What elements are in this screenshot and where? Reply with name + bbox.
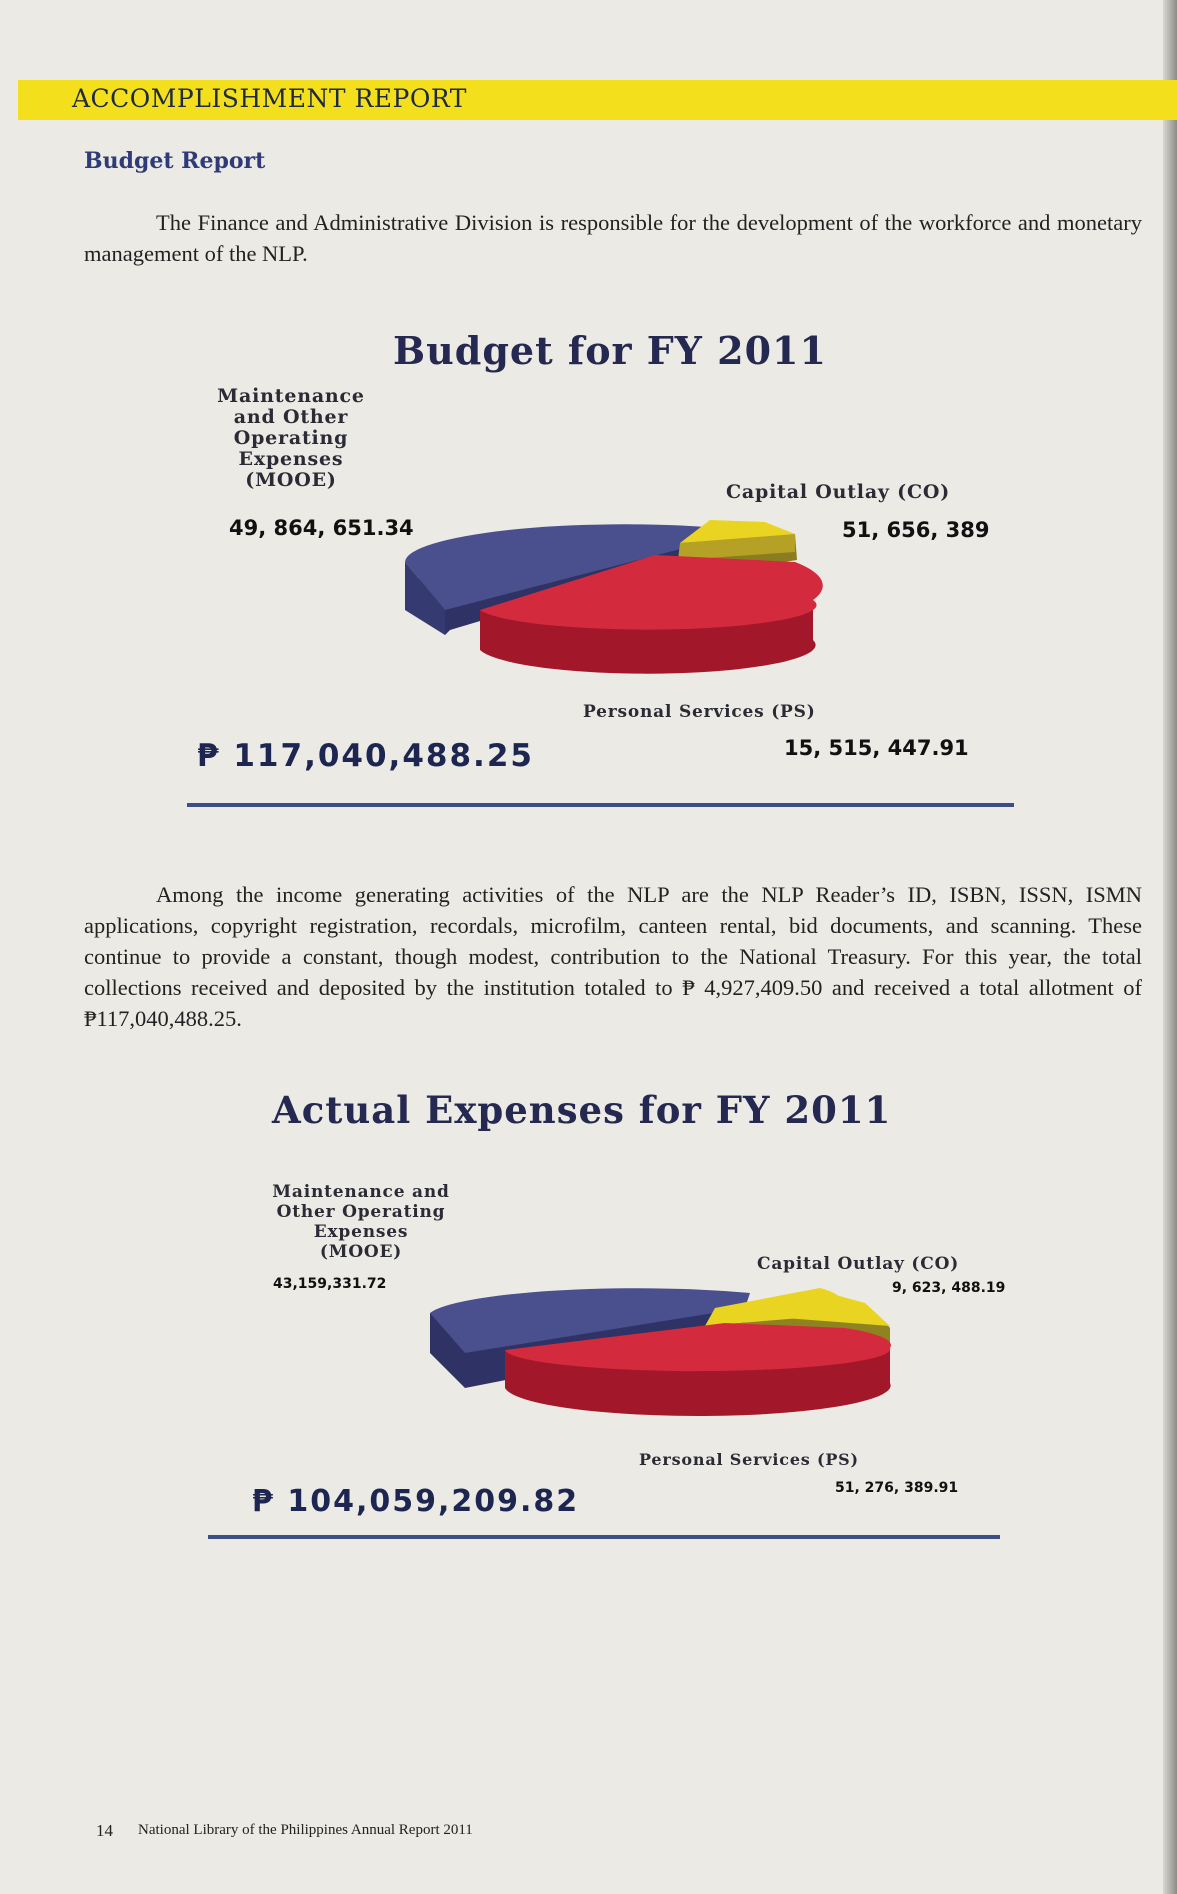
- budget-ps-label: Personal Services (PS): [583, 702, 816, 722]
- budget-pie-chart: [395, 500, 835, 680]
- expenses-mooe-label-line: Maintenance and: [272, 1182, 450, 1202]
- expenses-mooe-label: [254, 1182, 468, 1262]
- expenses-chart-title: Actual Expenses for FY 2011: [272, 1088, 892, 1132]
- expenses-pie-chart: [425, 1278, 895, 1428]
- expenses-total: ₱ 104,059,209.82: [252, 1484, 580, 1519]
- footer-text: National Library of the Philippines Annual Report 2011: [138, 1822, 473, 1838]
- expenses-co-value: 9, 623, 488.19: [892, 1280, 1006, 1296]
- expenses-mooe-label-line: (MOOE): [319, 1242, 403, 1262]
- budget-mooe-label-line: Operating: [233, 427, 349, 449]
- budget-mooe-label-line: Expenses: [238, 448, 344, 470]
- expenses-divider: [208, 1535, 1000, 1539]
- income-paragraph: Among the income generating activities of the NLP are the NLP Reader’s ID, ISBN, ISSN, ISMN applications, copyright registration, recordals, microfilm, canteen rental, bid documents, and scanning. These continue to provide a constant, though modest, contribution to the National Treasury. For this year, the total collections received and deposited by the institution totaled to ₱ 4,927,409.50 and received a total allotment of ₱117,040,488.25.: [84, 882, 1142, 1031]
- expenses-ps-value: 51, 276, 389.91: [835, 1480, 959, 1496]
- budget-mooe-label-line: Maintenance: [217, 385, 365, 407]
- expenses-mooe-label-line: Expenses: [313, 1222, 409, 1242]
- intro-paragraph: The Finance and Administrative Division is responsible for the development of the workforce and monetary management of the NLP.: [84, 210, 1142, 266]
- expenses-ps-label: Personal Services (PS): [639, 1450, 859, 1469]
- budget-divider: [187, 803, 1014, 807]
- budget-mooe-label-line: (MOOE): [245, 469, 337, 491]
- page-number: 14: [96, 1821, 113, 1840]
- header-title: ACCOMPLISHMENT REPORT: [72, 84, 467, 113]
- budget-co-label: Capital Outlay (CO): [726, 481, 951, 503]
- section-title: Budget Report: [84, 148, 266, 174]
- budget-mooe-label-line: and Other: [233, 406, 349, 428]
- budget-ps-value: 15, 515, 447.91: [784, 736, 969, 760]
- budget-chart-title: Budget for FY 2011: [393, 328, 827, 373]
- budget-mooe-value: 49, 864, 651.34: [229, 516, 414, 540]
- budget-co-value: 51, 656, 389: [842, 518, 990, 542]
- expenses-co-label: Capital Outlay (CO): [757, 1254, 960, 1274]
- budget-total: ₱ 117,040,488.25: [197, 738, 534, 774]
- page-edge-shadow: [1163, 0, 1177, 1894]
- expenses-mooe-label-line: Other Operating: [276, 1202, 446, 1222]
- budget-mooe-label: [208, 386, 374, 491]
- expenses-mooe-value: 43,159,331.72: [273, 1276, 387, 1292]
